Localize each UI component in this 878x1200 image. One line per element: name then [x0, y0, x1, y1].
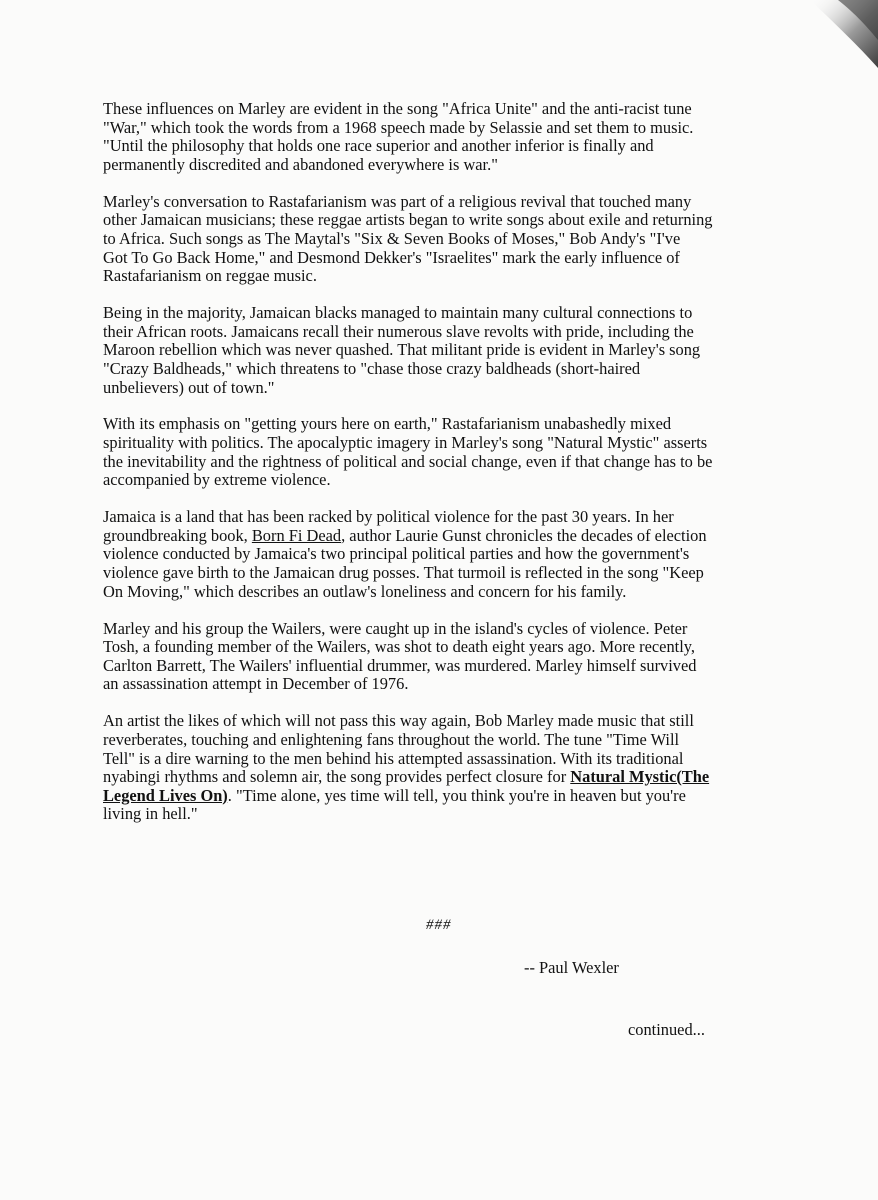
emphasized-title: Natural Mystic(The	[570, 767, 710, 787]
text-run: "Crazy Baldheads," which threatens to "chase those crazy baldheads (short-haired	[103, 358, 641, 378]
text-line	[103, 230, 793, 249]
text-line	[103, 638, 793, 657]
text-line	[103, 211, 793, 230]
paragraph	[103, 304, 793, 397]
text-line	[103, 787, 793, 806]
paragraph	[103, 620, 793, 694]
text-run: Carlton Barrett, The Wailers' influential drummer, was murdered. Marley himself survived	[103, 655, 697, 675]
paragraph	[103, 193, 793, 286]
text-run: other Jamaican musicians; these reggae artists began to write songs about exile and returning	[103, 210, 713, 230]
text-run: living in hell."	[103, 804, 198, 824]
text-line	[103, 527, 793, 546]
text-run: , author Laurie Gunst chronicles the decades of election	[341, 525, 707, 545]
text-line	[103, 712, 793, 731]
text-line	[103, 750, 793, 769]
text-line	[103, 434, 793, 453]
text-run: accompanied by extreme violence.	[103, 470, 331, 490]
author-signature: -- Paul Wexler	[524, 958, 619, 977]
text-line	[103, 267, 793, 286]
text-run: These influences on Marley are evident in the song "Africa Unite" and the anti-racist tune	[103, 99, 692, 118]
text-line	[103, 304, 793, 323]
text-run: the inevitability and the rightness of political and social change, even if that change has to be	[103, 451, 713, 471]
text-line	[103, 193, 793, 212]
text-run: . "Time alone, yes time will tell, you think you're in heaven but you're	[227, 785, 686, 805]
text-line	[103, 156, 793, 175]
text-run: Jamaica is a land that has been racked by political violence for the past 30 years. In her	[103, 507, 674, 527]
text-line	[103, 583, 793, 602]
text-run: unbelievers) out of town."	[103, 377, 275, 397]
text-run: an assassination attempt in December of 1976.	[103, 674, 409, 694]
paragraph	[103, 100, 793, 174]
text-run: Rastafarianism on reggae music.	[103, 266, 317, 286]
text-run: Tell" is a dire warning to the men behind his attempted assassination. With its traditional	[103, 748, 684, 768]
text-run: to Africa. Such songs as The Maytal's "Six & Seven Books of Moses," Bob Andy's "I've	[103, 228, 681, 248]
text-line	[103, 768, 793, 787]
text-run: "Until the philosophy that holds one race superior and another inferior is finally and	[103, 136, 654, 156]
text-run: "War," which took the words from a 1968 speech made by Selassie and set them to music.	[103, 117, 694, 137]
text-run: On Moving," which describes an outlaw's loneliness and concern for his family.	[103, 581, 627, 601]
text-line	[103, 545, 793, 564]
text-line	[103, 360, 793, 379]
text-line	[103, 453, 793, 472]
paragraph	[103, 415, 793, 489]
emphasized-title: Born Fi Dead	[251, 525, 342, 545]
text-run: An artist the likes of which will not pass this way again, Bob Marley made music that still	[103, 711, 694, 731]
text-run: Got To Go Back Home," and Desmond Dekker's "Israelites" mark the early influence of	[103, 247, 680, 267]
text-line	[103, 471, 793, 490]
emphasized-title: Legend Lives On)	[103, 785, 228, 805]
text-run: Being in the majority, Jamaican blacks managed to maintain many cultural connections to	[103, 303, 693, 323]
text-run: reverberates, touching and enlightening fans throughout the world. The tune "Time Will	[103, 729, 680, 749]
text-run: violence gave birth to the Jamaican drug posses. That turmoil is reflected in the song "Keep	[103, 563, 704, 583]
text-line	[103, 249, 793, 268]
text-run: Marley's conversation to Rastafarianism was part of a religious revival that touched many	[103, 191, 692, 211]
text-line	[103, 379, 793, 398]
text-run: Maroon rebellion which was never quashed. That militant pride is evident in Marley's song	[103, 340, 701, 360]
text-run: groundbreaking book,	[103, 525, 252, 545]
text-run: permanently discredited and abandoned everywhere is war."	[103, 154, 498, 174]
end-mark: ###	[426, 917, 452, 933]
text-run: spirituality with politics. The apocalyptic imagery in Marley's song "Natural Mystic" asserts	[103, 433, 708, 453]
text-line	[103, 508, 793, 527]
folded-corner-shadow	[798, 0, 878, 70]
text-run: With its emphasis on "getting yours here on earth," Rastafarianism unabashedly mixed	[103, 414, 672, 434]
text-line	[103, 341, 793, 360]
paragraph	[103, 508, 793, 601]
text-line	[103, 675, 793, 694]
text-line	[103, 119, 793, 138]
text-line	[103, 100, 793, 119]
text-line	[103, 323, 793, 342]
text-line	[103, 137, 793, 156]
paragraph	[103, 712, 793, 824]
text-line	[103, 564, 793, 583]
text-run: their African roots. Jamaicans recall their numerous slave revolts with pride, including the	[103, 321, 694, 341]
document-body	[103, 100, 793, 842]
text-run: Tosh, a founding member of the Wailers, was shot to death eight years ago. More recently,	[103, 637, 695, 657]
text-line	[103, 620, 793, 639]
text-run: nyabingi rhythms and solemn air, the song provides perfect closure for	[103, 767, 571, 787]
text-run: violence conducted by Jamaica's two principal political parties and how the government's	[103, 544, 690, 564]
text-run: Marley and his group the Wailers, were caught up in the island's cycles of violence. Peter	[103, 618, 688, 638]
text-line	[103, 731, 793, 750]
continued-note: continued...	[628, 1020, 705, 1039]
text-line	[103, 415, 793, 434]
text-line	[103, 805, 793, 824]
text-line	[103, 657, 793, 676]
